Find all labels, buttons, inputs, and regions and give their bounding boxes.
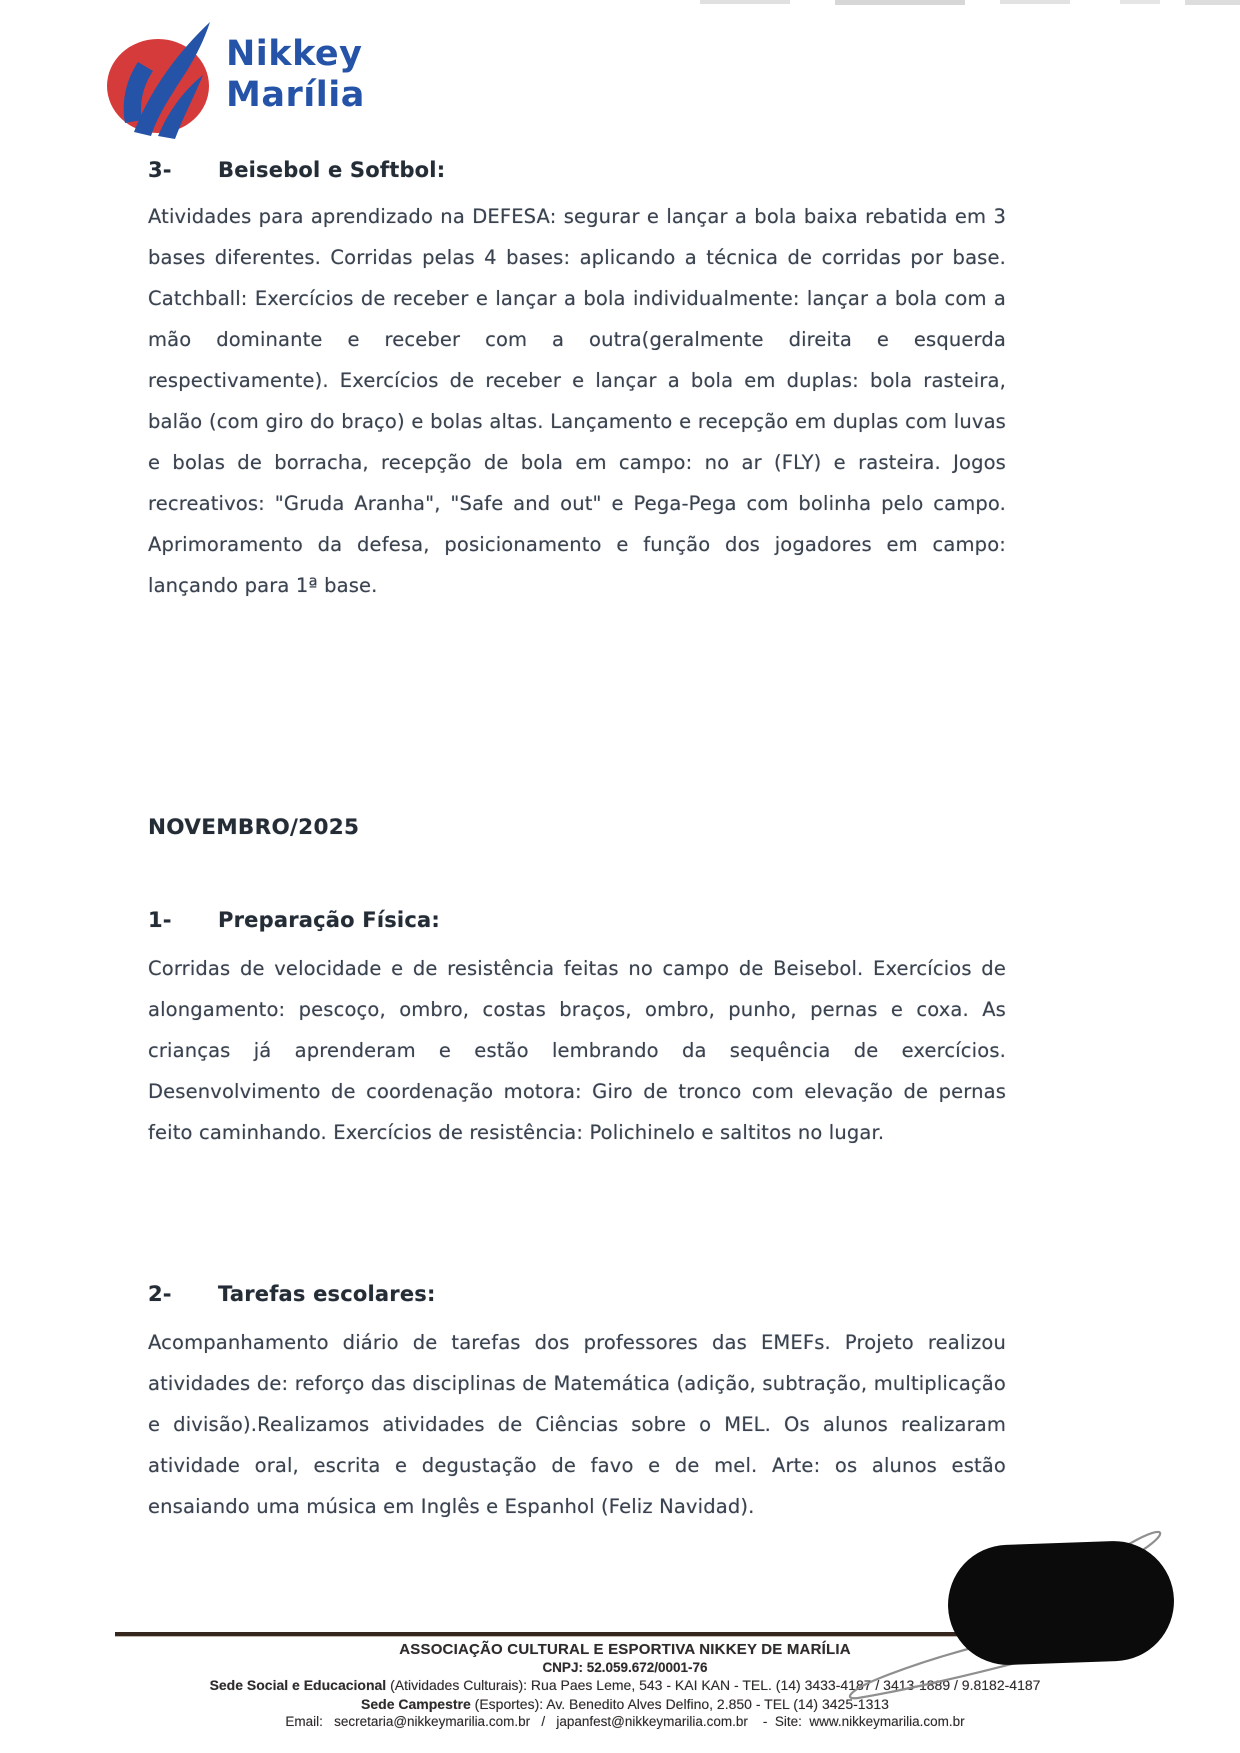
redaction-mark (946, 1539, 1176, 1667)
nikkey-marilia-logo (98, 12, 428, 137)
section-heading-beisebol-softbol (148, 158, 445, 182)
footer-sede-campestre-details: (Esportes): Av. Benedito Alves Delfino, 2.850 - TEL (14) 3425-1313 (470, 1695, 889, 1712)
logo-wordmark-line2: Marília (226, 75, 365, 115)
section-number: 2- (148, 1282, 172, 1306)
section-title: Beisebol e Softbol: (218, 158, 446, 182)
nikkey-logo-mark (98, 20, 228, 140)
section-heading-tarefas-escolares (148, 1282, 436, 1306)
section-body-beisebol-softbol: Atividades para aprendizado na DEFESA: segurar e lançar a bola baixa rebatida em 3 bases diferentes. Corridas pelas 4 bases: aplicando a técnica de corridas por base. Catchball: Exercícios de receber e lançar a bola individualmente: lançar a bola com a mão dominante e receber com a outra(geralmente direita e esquerda respectivamente). Exercícios de receber e lançar a bola em duplas: bola rasteira, balão (com giro do braço) e bolas altas. Lançamento e recepção em duplas com luvas e bolas de borracha, recepção de bola em campo: no ar (FLY) e rasteira. Jogos recreativos: "Gruda Aranha", "Safe and out" e Pega-Pega com bolinha pelo campo. Aprimoramento da defesa, posicionamento e função dos jogadores em campo: lançando para 1ª base. (148, 205, 1006, 597)
month-heading: NOVEMBRO/2025 (148, 815, 360, 840)
section-title: Preparação Física: (218, 908, 440, 932)
footer-cnpj: CNPJ: 52.059.672/0001-76 (542, 1660, 708, 1675)
footer-sede-social-line (60, 1676, 1190, 1695)
section-title: Tarefas escolares: (218, 1282, 436, 1306)
scan-artifact (1185, 0, 1240, 5)
logo-wordmark-line1: Nikkey (226, 34, 363, 74)
footer-sede-campestre-label: Sede Campestre (361, 1695, 471, 1712)
section-body-preparacao-fisica: Corridas de velocidade e de resistência feitas no campo de Beisebol. Exercícios de alongamento: pescoço, ombro, costas braços, ombro, punho, pernas e coxa. As crianças já aprenderam e estão lembrando da sequência de exercícios. Desenvolvimento de coordenação motora: Giro de tronco com elevação de pernas feito caminhando. Exercícios de resistência: Polichinelo e saltitos no lugar. (148, 957, 1006, 1144)
footer-association-name: ASSOCIAÇÃO CULTURAL E ESPORTIVA NIKKEY DE MARÍLIA (399, 1641, 851, 1658)
scan-artifact (1000, 0, 1070, 4)
section-heading-preparacao-fisica (148, 908, 440, 932)
footer-sede-social-label: Sede Social e Educacional (209, 1677, 387, 1693)
scan-artifact (835, 0, 965, 5)
scan-artifact (1120, 0, 1160, 4)
footer-sede-campestre-line (60, 1695, 1190, 1714)
section-body-tarefas-escolares: Acompanhamento diário de tarefas dos professores das EMEFs. Projeto realizou atividades de: reforço das disciplinas de Matemática (adição, subtração, multiplicação e divisão).Realizamos atividades de Ciências sobre o MEL. Os alunos realizaram atividade oral, escrita e degustação de favo e de mel. Arte: os alunos estão ensaiando uma música em Inglês e Espanhol (Feliz Navidad). (148, 1331, 1006, 1518)
footer-sede-social-details: (Atividades Culturais): Rua Paes Leme, 543 - KAI KAN - TEL. (14) 3433-4187 / 3413-1889 / 9.8182-4187 (386, 1677, 1041, 1693)
section-number: 3- (148, 158, 172, 182)
scan-artifact (700, 0, 790, 4)
footer-email-line: Email: secretaria@nikkeymarilia.com.br / japanfest@nikkeymarilia.com.br - Site: www.nikkeymarilia.com.br (285, 1714, 965, 1729)
section-number: 1- (148, 908, 172, 932)
